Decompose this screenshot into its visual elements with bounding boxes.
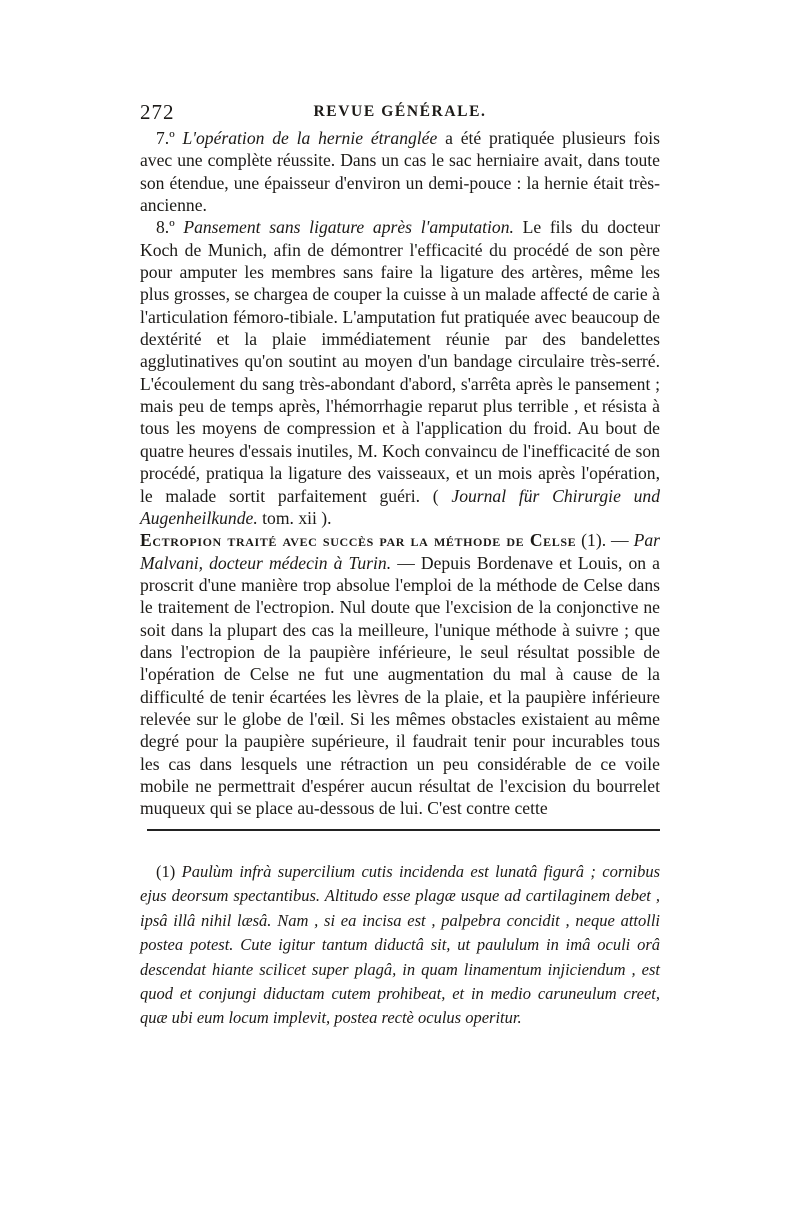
paragraph-ectropion bbox=[140, 529, 660, 819]
page-header bbox=[140, 100, 660, 124]
paragraph-text: a été pratiquée plusieurs fois avec une complète réussite. Dans un cas le sac herniaire avait, dans toute son étendue, une épaisseur d'environ un demi-pouce : la hernie était très-ancienne. bbox=[140, 128, 660, 216]
paragraph-text: — Depuis Bordenave et Louis, on a proscrit d'une manière trop absolue l'emploi de la méthode de Celse dans le traitement de l'ectropion. Nul doute que l'excision de la conjonctive ne soit dans la plupart des cas la meilleure, l'unique méthode à suivre ; que dans l'ectropion de la paupière inférieure, le seul résultat possible de l'opération de Celse ne fut une augmentation du mal à cause de la difficulté de tenir écartées les lèvres de la plaie, et la paupière inférieure relevée sur le globe de l'œil. Si les mêmes obstacles existaient au même degré pour la paupière supérieure, il faudrait tenir pour incurables tous les cas dans lesquels une rétraction un peu considérable de ce voile mobile ne permettrait d'espérer aucun résultat de l'excision du bourrelet muqueux qui se place au-dessous de lui. C'est contre cette bbox=[140, 552, 660, 819]
footnote bbox=[140, 860, 660, 1031]
footnote-divider bbox=[147, 829, 660, 831]
item-title: L'opération de la hernie étranglée bbox=[182, 128, 438, 148]
footnote-text: Paulùm infrà supercilium cutis incidenda est lunatâ figurâ ; cornibus ejus deorsum spectantibus. Altitudo esse plagæ usque ad cartilaginem debet , ipsâ illâ nihil læsâ. Nam , si ea incisa est , palpebra concidit , neque attolli postea potest. Cute igitur tantum diductâ sit, ut paululum in imâ oculi orâ descendat hiante scilicet super plagâ, in quam linamentum injiciendum , est quod et conjungi diductam cutem prohibeat, et in medio caruneulum creet, quæ ubi eum locum implevit, postea rectè oculus operitur. bbox=[140, 862, 660, 1028]
footnote-reference: (1) bbox=[581, 530, 602, 551]
heading-dash: . — bbox=[601, 530, 634, 551]
paragraph-amputation bbox=[140, 216, 660, 529]
journal-volume: tom. xii ). bbox=[257, 507, 332, 528]
footnote-section bbox=[140, 860, 660, 1031]
footnote-mark: (1) bbox=[156, 862, 182, 881]
journal-citation: Journal für Chirurgie und Augenheilkunde. bbox=[140, 485, 661, 528]
item-number: 8.º bbox=[156, 217, 184, 238]
author-line: Par Malvani, docteur médecin à Turin. bbox=[140, 530, 660, 573]
item-title: Pansement sans ligature après l'amputation. bbox=[183, 217, 514, 238]
running-title: REVUE GÉNÉRALE. bbox=[313, 103, 487, 120]
paragraph-hernia bbox=[140, 127, 660, 216]
main-text bbox=[140, 127, 660, 820]
item-number: 7.º bbox=[156, 128, 183, 148]
section-heading: Ectropion traité avec succès par la méthode de Celse bbox=[140, 530, 577, 551]
page-number: 272 bbox=[140, 100, 175, 124]
paragraph-text: Le fils du docteur Koch de Munich, afin de démontrer l'efficacité du procédé de son père pour amputer les membres sans faire la ligature des artères, même les plus grosses, se chargea de couper la cuisse à un malade affecté de carie à l'articulation fémoro-tibiale. L'amputation fut pratiquée avec beaucoup de dextérité et la plaie immédiatement réunie par des bandelettes agglutinatives qu'on soutint au moyen d'un bandage circulaire très-serré. L'écoulement du sang très-abondant d'abord, s'arrêta après le pansement ; mais peu de temps après, l'hémorrhagie reparut plus terrible , et résista à tous les moyens de compression et à l'application du froid. Au bout de quatre heures d'essais inutiles, M. Koch convaincu de l'inefficacité de son procédé, pratiqua la ligature des vaisseaux, et un mois après l'opération, le malade sortit parfaitement guéri. ( bbox=[140, 217, 661, 506]
